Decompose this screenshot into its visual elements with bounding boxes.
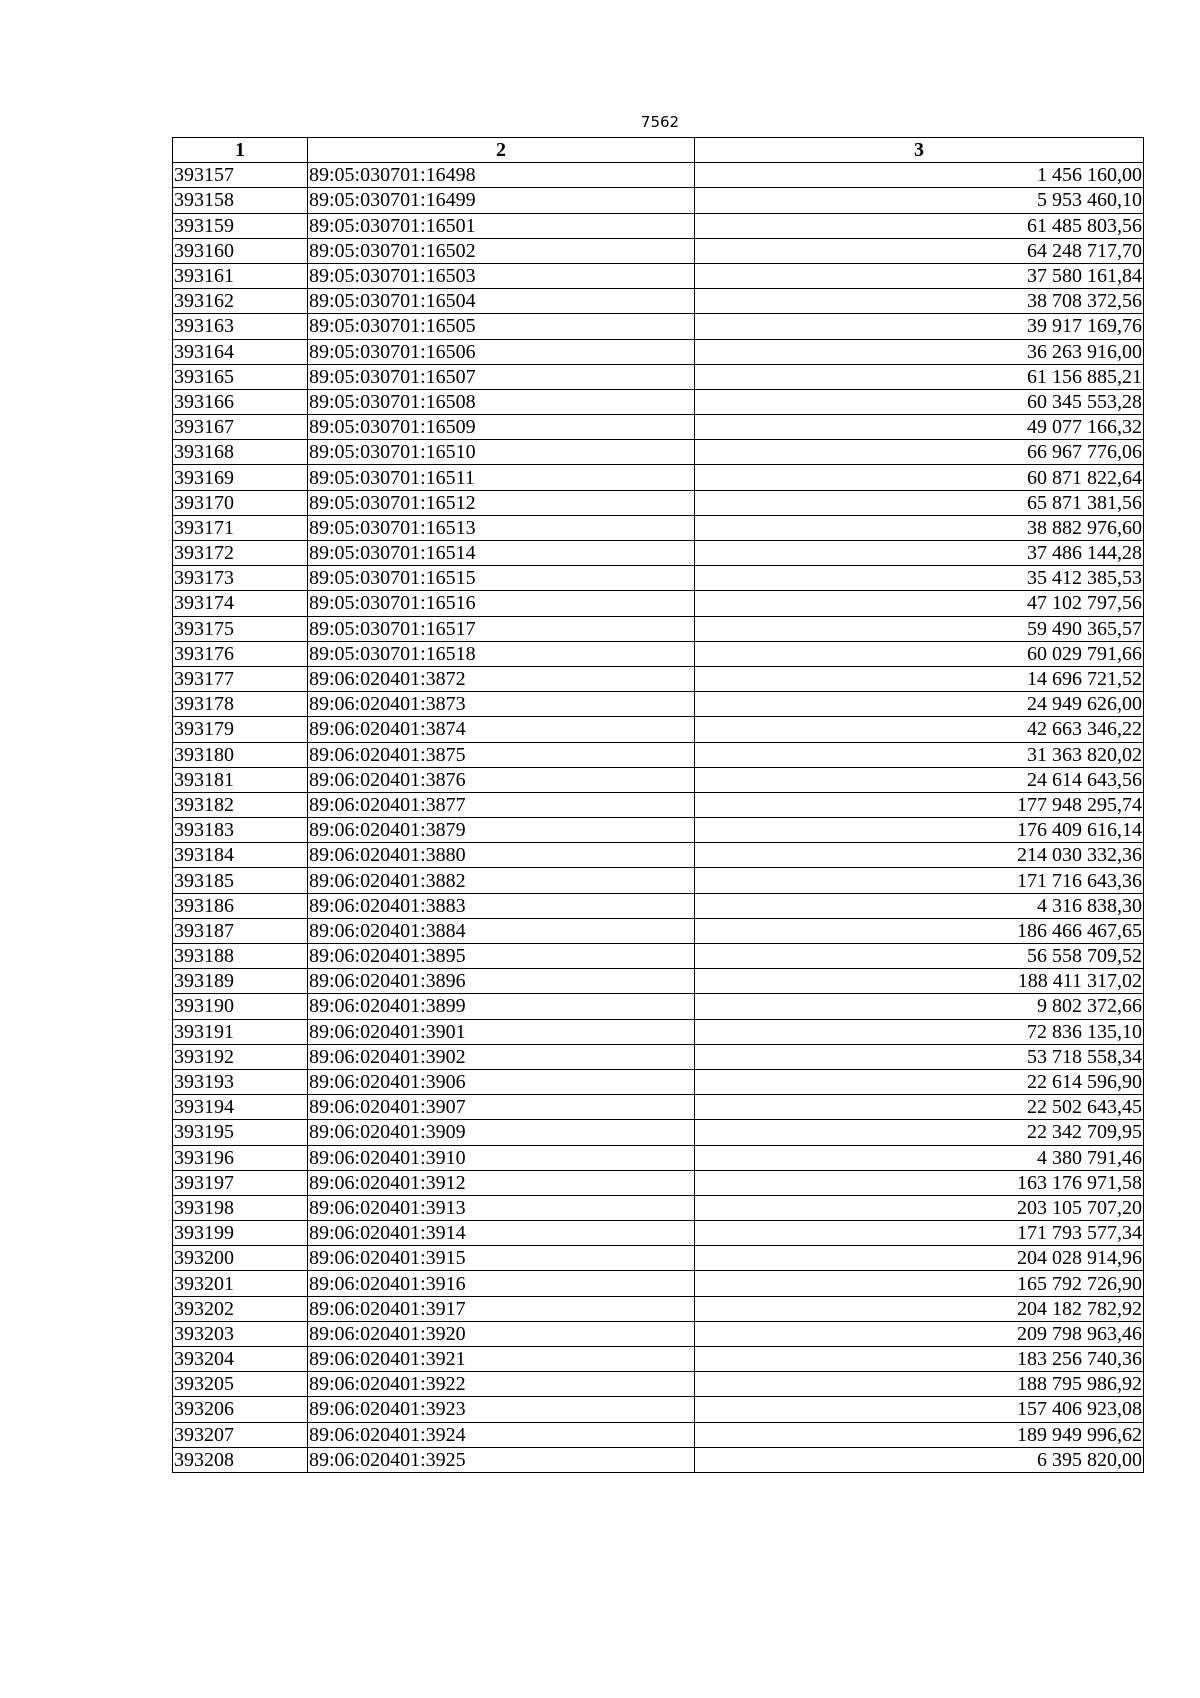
cadastral-number-cell: 89:05:030701:16508 [308,389,695,414]
value-cell: 64 248 717,70 [695,238,1144,263]
cadastral-number-cell: 89:05:030701:16502 [308,238,695,263]
row-number-cell: 393188 [173,944,308,969]
value-cell: 186 466 467,65 [695,918,1144,943]
table-row [173,389,1144,414]
row-number-cell: 393191 [173,1019,308,1044]
table-row [173,1195,1144,1220]
row-number-cell: 393179 [173,717,308,742]
value-cell: 39 917 169,76 [695,314,1144,339]
table-body [173,163,1144,1473]
table-row [173,994,1144,1019]
row-number-cell: 393185 [173,868,308,893]
cadastral-number-cell: 89:05:030701:16505 [308,314,695,339]
table-row [173,1347,1144,1372]
value-cell: 56 558 709,52 [695,944,1144,969]
row-number-cell: 393186 [173,893,308,918]
row-number-cell: 393172 [173,541,308,566]
cadastral-number-cell: 89:06:020401:3884 [308,918,695,943]
table-row [173,1145,1144,1170]
table-row [173,692,1144,717]
table-row [173,843,1144,868]
row-number-cell: 393190 [173,994,308,1019]
value-cell: 22 614 596,90 [695,1069,1144,1094]
row-number-cell: 393204 [173,1347,308,1372]
row-number-cell: 393206 [173,1397,308,1422]
cadastral-number-cell: 89:06:020401:3920 [308,1321,695,1346]
table-row [173,263,1144,288]
row-number-cell: 393201 [173,1271,308,1296]
table-row [173,1372,1144,1397]
value-cell: 14 696 721,52 [695,666,1144,691]
value-cell: 31 363 820,02 [695,742,1144,767]
cadastral-number-cell: 89:06:020401:3915 [308,1246,695,1271]
table-row [173,415,1144,440]
cadastral-number-cell: 89:05:030701:16515 [308,566,695,591]
table-row [173,1296,1144,1321]
cadastral-number-cell: 89:05:030701:16516 [308,591,695,616]
value-cell: 176 409 616,14 [695,818,1144,843]
cadastral-number-cell: 89:05:030701:16509 [308,415,695,440]
cadastral-number-cell: 89:06:020401:3910 [308,1145,695,1170]
cadastral-number-cell: 89:05:030701:16517 [308,616,695,641]
cadastral-number-cell: 89:06:020401:3912 [308,1170,695,1195]
cadastral-number-cell: 89:06:020401:3880 [308,843,695,868]
cadastral-number-cell: 89:06:020401:3879 [308,818,695,843]
cadastral-number-cell: 89:06:020401:3921 [308,1347,695,1372]
value-cell: 38 708 372,56 [695,289,1144,314]
cadastral-number-cell: 89:06:020401:3883 [308,893,695,918]
table-row [173,440,1144,465]
table-row [173,1019,1144,1044]
value-cell: 47 102 797,56 [695,591,1144,616]
table-row [173,1170,1144,1195]
row-number-cell: 393177 [173,666,308,691]
cadastral-number-cell: 89:06:020401:3875 [308,742,695,767]
table-row [173,641,1144,666]
cadastral-number-cell: 89:05:030701:16499 [308,188,695,213]
row-number-cell: 393198 [173,1195,308,1220]
cadastral-number-cell: 89:06:020401:3916 [308,1271,695,1296]
cadastral-number-cell: 89:06:020401:3873 [308,692,695,717]
table-row [173,541,1144,566]
table-row [173,314,1144,339]
table-row [173,742,1144,767]
value-cell: 177 948 295,74 [695,792,1144,817]
value-cell: 204 028 914,96 [695,1246,1144,1271]
value-cell: 61 485 803,56 [695,213,1144,238]
table-row [173,717,1144,742]
table-row [173,868,1144,893]
row-number-cell: 393194 [173,1095,308,1120]
row-number-cell: 393168 [173,440,308,465]
table-row [173,969,1144,994]
table-row [173,1271,1144,1296]
row-number-cell: 393170 [173,490,308,515]
row-number-cell: 393175 [173,616,308,641]
table-row [173,616,1144,641]
row-number-cell: 393196 [173,1145,308,1170]
column-header-1: 1 [173,138,308,163]
row-number-cell: 393187 [173,918,308,943]
cadastral-number-cell: 89:05:030701:16518 [308,641,695,666]
cadastral-number-cell: 89:06:020401:3907 [308,1095,695,1120]
value-cell: 24 949 626,00 [695,692,1144,717]
cadastral-number-cell: 89:06:020401:3922 [308,1372,695,1397]
cadastral-number-cell: 89:06:020401:3876 [308,767,695,792]
value-cell: 6 395 820,00 [695,1447,1144,1472]
table-row [173,465,1144,490]
value-cell: 22 342 709,95 [695,1120,1144,1145]
cadastral-number-cell: 89:06:020401:3909 [308,1120,695,1145]
row-number-cell: 393193 [173,1069,308,1094]
table-row [173,339,1144,364]
registry-table [172,137,1144,1473]
row-number-cell: 393181 [173,767,308,792]
value-cell: 9 802 372,66 [695,994,1144,1019]
value-cell: 4 380 791,46 [695,1145,1144,1170]
row-number-cell: 393158 [173,188,308,213]
row-number-cell: 393202 [173,1296,308,1321]
table-row [173,767,1144,792]
column-header-3: 3 [695,138,1144,163]
cadastral-number-cell: 89:05:030701:16504 [308,289,695,314]
row-number-cell: 393203 [173,1321,308,1346]
value-cell: 22 502 643,45 [695,1095,1144,1120]
row-number-cell: 393189 [173,969,308,994]
page-number: 7562 [640,113,680,131]
value-cell: 66 967 776,06 [695,440,1144,465]
value-cell: 61 156 885,21 [695,364,1144,389]
value-cell: 189 949 996,62 [695,1422,1144,1447]
table-row [173,591,1144,616]
value-cell: 65 871 381,56 [695,490,1144,515]
value-cell: 188 795 986,92 [695,1372,1144,1397]
cadastral-number-cell: 89:06:020401:3877 [308,792,695,817]
value-cell: 35 412 385,53 [695,566,1144,591]
table-row [173,918,1144,943]
row-number-cell: 393169 [173,465,308,490]
row-number-cell: 393164 [173,339,308,364]
row-number-cell: 393183 [173,818,308,843]
value-cell: 42 663 346,22 [695,717,1144,742]
row-number-cell: 393171 [173,515,308,540]
cadastral-number-cell: 89:06:020401:3895 [308,944,695,969]
table-row [173,666,1144,691]
value-cell: 157 406 923,08 [695,1397,1144,1422]
cadastral-number-cell: 89:05:030701:16503 [308,263,695,288]
value-cell: 4 316 838,30 [695,893,1144,918]
table-row [173,490,1144,515]
value-cell: 53 718 558,34 [695,1044,1144,1069]
value-cell: 188 411 317,02 [695,969,1144,994]
row-number-cell: 393199 [173,1221,308,1246]
table-row [173,238,1144,263]
row-number-cell: 393208 [173,1447,308,1472]
row-number-cell: 393159 [173,213,308,238]
table-row [173,364,1144,389]
row-number-cell: 393205 [173,1372,308,1397]
value-cell: 72 836 135,10 [695,1019,1144,1044]
value-cell: 1 456 160,00 [695,163,1144,188]
cadastral-number-cell: 89:06:020401:3913 [308,1195,695,1220]
cadastral-number-cell: 89:05:030701:16514 [308,541,695,566]
table-row [173,944,1144,969]
value-cell: 5 953 460,10 [695,188,1144,213]
row-number-cell: 393195 [173,1120,308,1145]
row-number-cell: 393192 [173,1044,308,1069]
value-cell: 36 263 916,00 [695,339,1144,364]
value-cell: 37 486 144,28 [695,541,1144,566]
cadastral-number-cell: 89:06:020401:3917 [308,1296,695,1321]
value-cell: 171 716 643,36 [695,868,1144,893]
value-cell: 60 871 822,64 [695,465,1144,490]
row-number-cell: 393176 [173,641,308,666]
cadastral-number-cell: 89:05:030701:16512 [308,490,695,515]
row-number-cell: 393167 [173,415,308,440]
value-cell: 204 182 782,92 [695,1296,1144,1321]
table-row [173,515,1144,540]
row-number-cell: 393174 [173,591,308,616]
table-row [173,289,1144,314]
value-cell: 183 256 740,36 [695,1347,1144,1372]
row-number-cell: 393207 [173,1422,308,1447]
cadastral-number-cell: 89:05:030701:16498 [308,163,695,188]
column-header-2: 2 [308,138,695,163]
table-row [173,1422,1144,1447]
row-number-cell: 393163 [173,314,308,339]
cadastral-number-cell: 89:06:020401:3899 [308,994,695,1019]
value-cell: 203 105 707,20 [695,1195,1144,1220]
cadastral-number-cell: 89:06:020401:3923 [308,1397,695,1422]
value-cell: 214 030 332,36 [695,843,1144,868]
row-number-cell: 393180 [173,742,308,767]
cadastral-number-cell: 89:06:020401:3882 [308,868,695,893]
table-row [173,818,1144,843]
row-number-cell: 393160 [173,238,308,263]
row-number-cell: 393165 [173,364,308,389]
table-row [173,1069,1144,1094]
cadastral-number-cell: 89:06:020401:3925 [308,1447,695,1472]
table-row [173,1246,1144,1271]
cadastral-number-cell: 89:06:020401:3901 [308,1019,695,1044]
table-row [173,1447,1144,1472]
value-cell: 165 792 726,90 [695,1271,1144,1296]
table-row [173,792,1144,817]
cadastral-number-cell: 89:06:020401:3924 [308,1422,695,1447]
row-number-cell: 393162 [173,289,308,314]
table-row [173,566,1144,591]
value-cell: 171 793 577,34 [695,1221,1144,1246]
row-number-cell: 393200 [173,1246,308,1271]
table-row [173,1044,1144,1069]
row-number-cell: 393166 [173,389,308,414]
value-cell: 163 176 971,58 [695,1170,1144,1195]
table-row [173,1221,1144,1246]
table-row [173,1095,1144,1120]
cadastral-number-cell: 89:05:030701:16507 [308,364,695,389]
cadastral-number-cell: 89:06:020401:3896 [308,969,695,994]
value-cell: 59 490 365,57 [695,616,1144,641]
table-row [173,213,1144,238]
value-cell: 209 798 963,46 [695,1321,1144,1346]
table-row [173,1321,1144,1346]
table-row [173,1397,1144,1422]
cadastral-number-cell: 89:05:030701:16506 [308,339,695,364]
row-number-cell: 393182 [173,792,308,817]
row-number-cell: 393184 [173,843,308,868]
header-row [173,138,1144,163]
value-cell: 37 580 161,84 [695,263,1144,288]
cadastral-number-cell: 89:06:020401:3872 [308,666,695,691]
value-cell: 60 345 553,28 [695,389,1144,414]
value-cell: 49 077 166,32 [695,415,1144,440]
table-row [173,1120,1144,1145]
row-number-cell: 393173 [173,566,308,591]
cadastral-number-cell: 89:05:030701:16501 [308,213,695,238]
cadastral-number-cell: 89:06:020401:3902 [308,1044,695,1069]
table-row [173,188,1144,213]
cadastral-number-cell: 89:05:030701:16510 [308,440,695,465]
table-header [173,138,1144,163]
cadastral-number-cell: 89:06:020401:3906 [308,1069,695,1094]
row-number-cell: 393161 [173,263,308,288]
value-cell: 24 614 643,56 [695,767,1144,792]
cadastral-number-cell: 89:06:020401:3874 [308,717,695,742]
row-number-cell: 393157 [173,163,308,188]
cadastral-number-cell: 89:06:020401:3914 [308,1221,695,1246]
row-number-cell: 393197 [173,1170,308,1195]
table-row [173,163,1144,188]
row-number-cell: 393178 [173,692,308,717]
cadastral-number-cell: 89:05:030701:16513 [308,515,695,540]
value-cell: 60 029 791,66 [695,641,1144,666]
value-cell: 38 882 976,60 [695,515,1144,540]
cadastral-number-cell: 89:05:030701:16511 [308,465,695,490]
table-row [173,893,1144,918]
